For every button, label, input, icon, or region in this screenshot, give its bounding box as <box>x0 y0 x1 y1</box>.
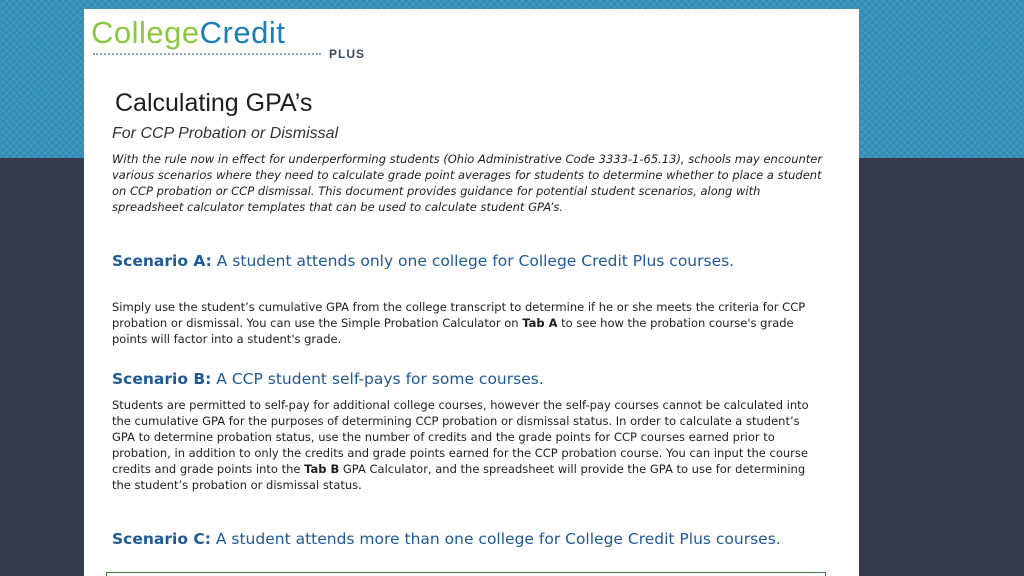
scenario-b-paragraph <box>112 397 824 493</box>
scenario-a-text: Simply use the student’s cumulative GPA from the college transcript to determine if he or she meets the criteria for CCP probation or dismissal. You can use the Simple Probation Calculator on <box>112 300 806 330</box>
scenario-b-heading <box>112 368 824 390</box>
college-credit-plus-logo <box>91 15 366 61</box>
tab-b-reference: Tab B <box>304 462 340 476</box>
document-title: Calculating GPA’s <box>115 89 313 117</box>
scenario-c-heading-text: A student attends more than one college for College Credit Plus courses. <box>210 530 781 548</box>
logo-word-college: College <box>91 15 200 50</box>
document-subtitle: For CCP Probation or Dismissal <box>112 125 339 142</box>
logo-dotted-line <box>93 53 321 55</box>
scenario-a-label: Scenario A: <box>112 252 212 270</box>
intro-paragraph: With the rule now in effect for underperforming students (Ohio Administrative Code 3333-1-65.13), schools may encounter various scenarios where they need to calculate grade point averages for students to determine whether to place a student on CCP probation or CCP dismissal. This document provides guidance for potential student scenarios, along with spreadsheet calculator templates that can be used to calculate student GPA’s. <box>112 152 823 214</box>
scenario-a-heading <box>112 250 824 272</box>
scenario-c-label: Scenario C: <box>112 530 211 548</box>
tab-a-reference: Tab A <box>522 316 558 330</box>
scenario-b-heading-text: A CCP student self-pays for some courses. <box>211 370 544 388</box>
table-border-edge <box>106 572 826 576</box>
logo-word-plus: PLUS <box>329 47 366 61</box>
scenario-b-text: Students are permitted to self-pay for additional college courses, however the self-pay courses cannot be calculated into the cumulative GPA for the purposes of determining CCP probation or dismissal status. In order to calculate a student’s GPA to determine probation status, use the number of credits and the grade points for CCP courses earned prior to probation, in addition to only the credits and grade points earned for the CCP probation course. You can input the course credits and grade points into the <box>112 398 809 476</box>
document-page <box>84 9 859 576</box>
scenario-b-label: Scenario B: <box>112 370 212 388</box>
scenario-a-text-end: to see how the probation course's grade points will factor into a student's grade. <box>112 316 794 346</box>
scenario-a-heading-text: A student attends only one college for College Credit Plus courses. <box>211 252 735 270</box>
scenario-a-paragraph <box>112 299 824 347</box>
scenario-b-text-end: GPA Calculator, and the spreadsheet will provide the GPA to use for determining the student’s probation or dismissal status. <box>112 462 806 492</box>
scenario-c-heading <box>112 528 824 550</box>
logo-word-credit: Credit <box>199 15 286 50</box>
